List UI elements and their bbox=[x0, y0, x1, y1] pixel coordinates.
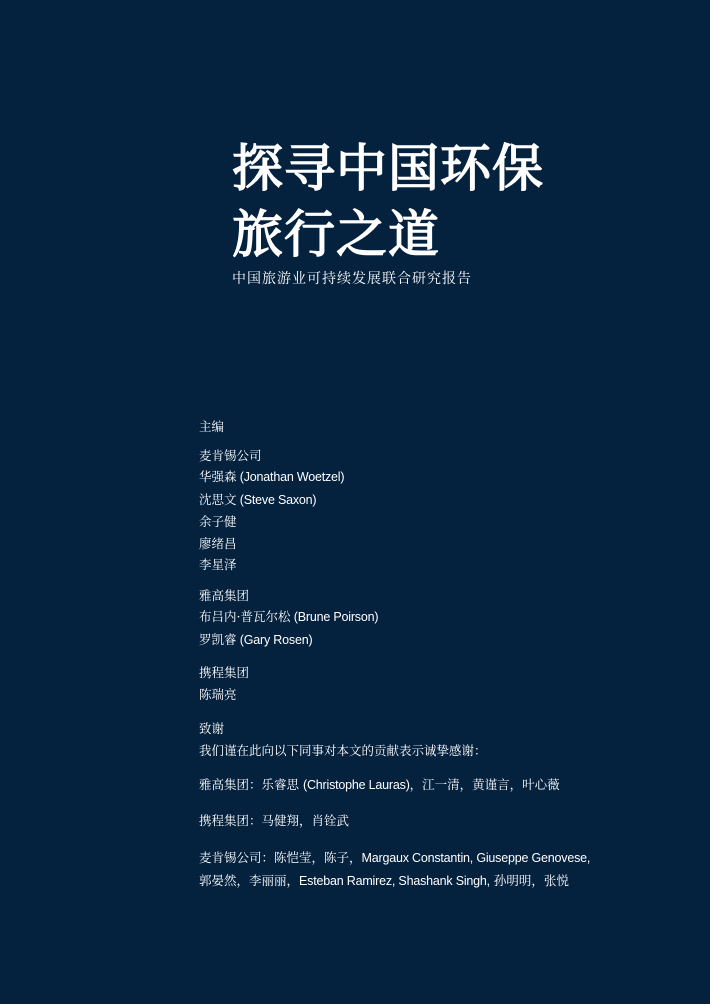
acknowledgements-heading: 致谢 bbox=[199, 721, 225, 736]
editor-name-en: (Jonathan Woetzel) bbox=[236, 470, 345, 484]
title-line-2: 旅行之道 bbox=[232, 205, 441, 265]
mckinsey-ack-prefix: 麦肯锡公司：陈恺莹，陈子， bbox=[199, 850, 362, 865]
editor-name-cn: 罗凯睿 bbox=[199, 631, 237, 647]
accor-ack-prefix: 雅高集团：乐睿思 bbox=[199, 777, 303, 792]
cover-subtitle: 中国旅游业可持续发展联合研究报告 bbox=[232, 271, 472, 287]
cover-title bbox=[232, 136, 592, 268]
editor-name bbox=[199, 629, 629, 652]
editor-name bbox=[199, 554, 629, 576]
editor-name-en: (Brune Poirson) bbox=[290, 610, 379, 624]
editor-name-cn: 陈瑞亮 bbox=[199, 686, 237, 702]
mckinsey-ack-prefix: 郭晏然，李丽丽， bbox=[199, 872, 300, 888]
ctrip-acknowledgement: 携程集团：马健翔，肖铨武 bbox=[199, 812, 350, 828]
editor-name bbox=[199, 489, 629, 512]
mckinsey-acknowledgement-line-2 bbox=[199, 870, 629, 893]
editor-name-cn: 李星泽 bbox=[199, 557, 237, 572]
credits-section bbox=[199, 416, 629, 892]
editor-name bbox=[199, 511, 629, 533]
ctrip-org: 携程集团 bbox=[199, 665, 250, 680]
accor-ack-en: (Christophe Lauras) bbox=[302, 778, 410, 792]
mckinsey-ack-en: Esteban Ramirez, Shashank Singh, bbox=[299, 873, 490, 888]
editor-name-cn: 余子健 bbox=[199, 514, 237, 529]
editor-name bbox=[199, 684, 629, 706]
editor-name-cn: 布吕内·普瓦尔松 bbox=[199, 609, 291, 624]
editor-name-en: (Gary Rosen) bbox=[236, 632, 313, 647]
title-line-1: 探寻中国环保 bbox=[232, 139, 545, 199]
accor-acknowledgement bbox=[199, 774, 629, 797]
editor-name bbox=[199, 533, 629, 555]
editor-name-en: (Steve Saxon) bbox=[236, 492, 317, 507]
editor-name bbox=[199, 606, 629, 629]
editor-name bbox=[199, 466, 629, 489]
mckinsey-ack-en: Margaux Constantin, Giuseppe Genovese, bbox=[361, 851, 591, 865]
editor-heading: 主编 bbox=[199, 419, 225, 434]
editor-name-cn: 华强森 bbox=[199, 469, 237, 484]
accor-ack-suffix: ，江一清，黄谨言，叶心薇 bbox=[409, 777, 560, 792]
editor-name-cn: 廖绪昌 bbox=[199, 535, 237, 551]
mckinsey-ack-suffix: 孙明明，张悦 bbox=[489, 872, 569, 888]
accor-org: 雅高集团 bbox=[199, 587, 250, 603]
editor-name-cn: 沈思文 bbox=[199, 491, 237, 507]
acknowledgements-intro: 我们谨在此向以下同事对本文的贡献表示诚挚感谢： bbox=[199, 742, 487, 758]
mckinsey-org: 麦肯锡公司 bbox=[199, 447, 262, 463]
mckinsey-acknowledgement-line-1 bbox=[199, 847, 629, 870]
